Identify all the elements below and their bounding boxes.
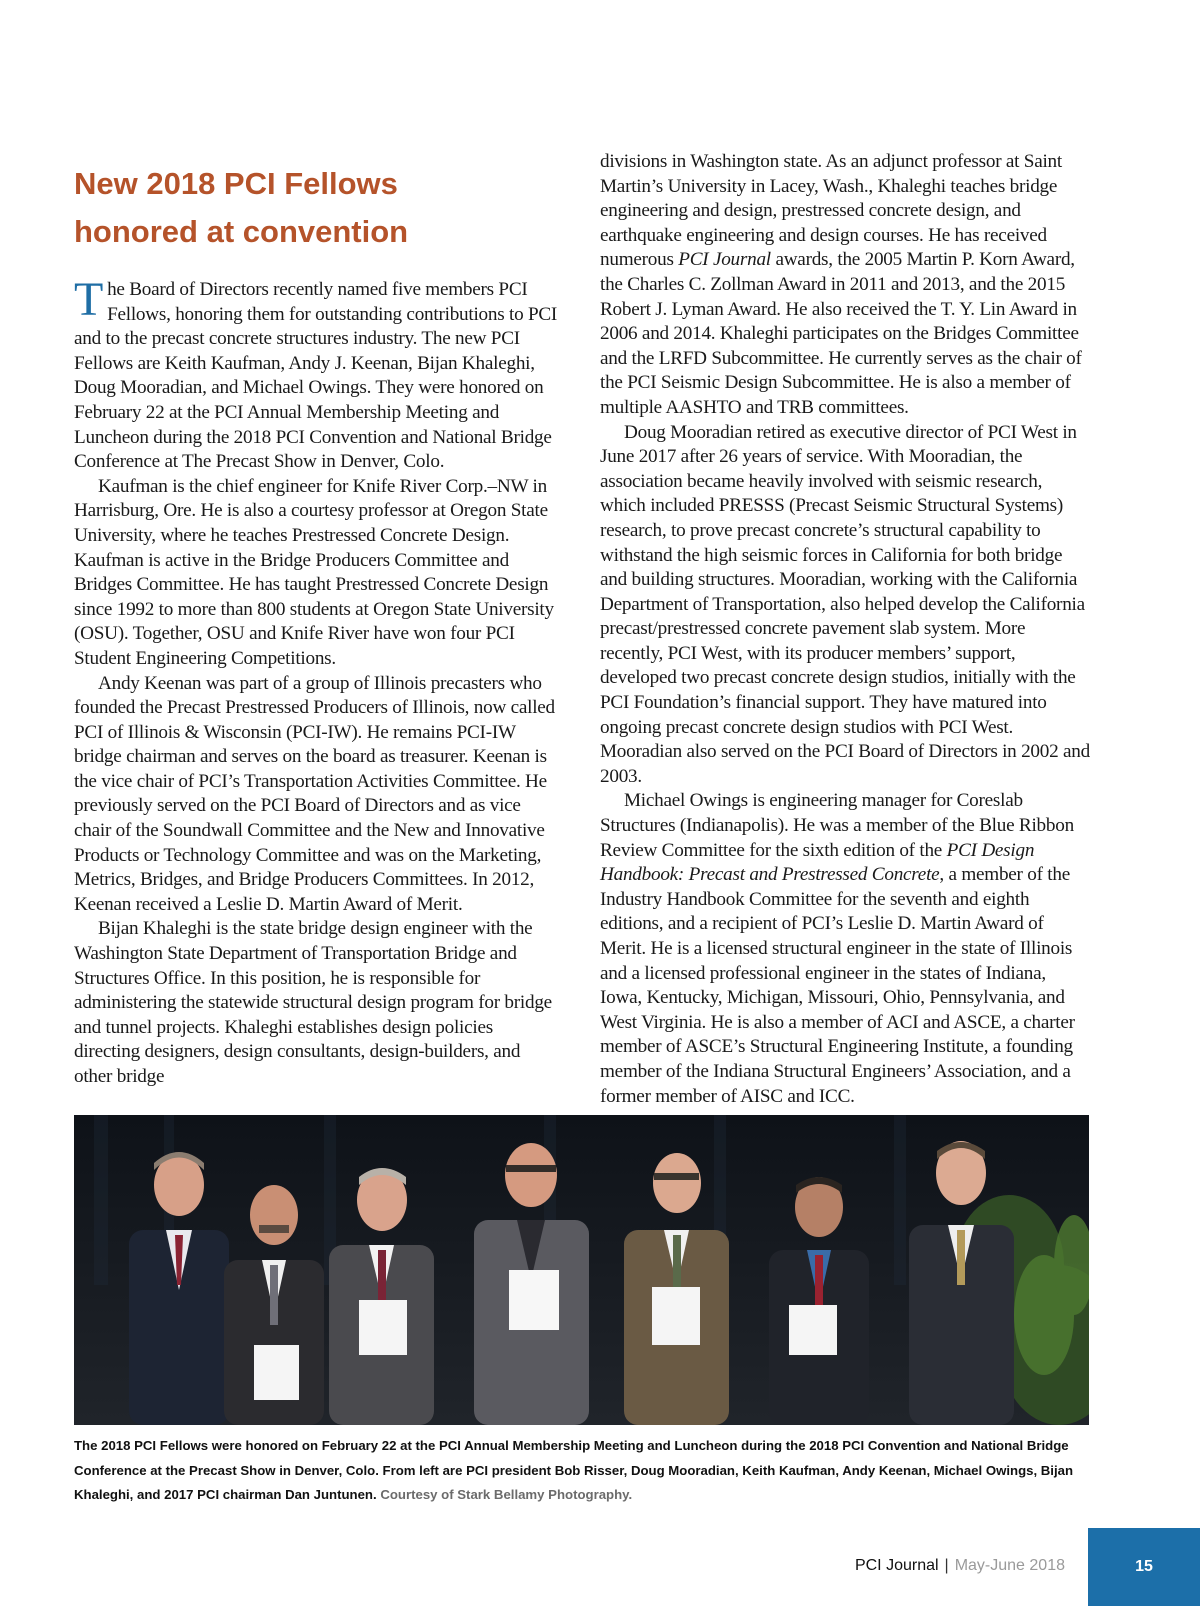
page-footer	[855, 1556, 1065, 1576]
article-headline	[74, 160, 562, 256]
caption-text: The 2018 PCI Fellows were honored on February 22 at the PCI Annual Membership Meeting and Luncheon during the 2018 PCI Convention and National Bridge Conference at the Precast Show in Denver, Colo. From left are PCI president Bob Risser, Doug Mooradian, Keith Kaufman, Andy Keenan, Michael Owings, Bijan Khaleghi, and 2017 PCI chairman Dan Juntunen.	[74, 1438, 1074, 1503]
paragraph-kaufman: Kaufman is the chief engineer for Knife River Corp.–NW in Harrisburg, Ore. He is also a courtesy professor at Oregon State University, where he teaches Prestressed Concrete Design. Kaufman is active in the Bridge Producers Committee and Bridges Committee. He has taught Prestressed Concrete Design since 1992 to more than 800 students at Oregon State University (OSU). Together, OSU and Knife River have won four PCI Student Engineering Competitions.	[74, 475, 554, 669]
owings-text-a: Michael Owings is engineering manager for Coreslab Structures (Indianapolis). He was a member of the Blue Ribbon Review Committee for the sixth edition of the	[600, 790, 1074, 861]
paragraph-khaleghi-cont	[600, 150, 1090, 421]
headline-line-2: honored at convention	[74, 214, 409, 249]
photo-caption	[74, 1434, 1089, 1508]
paragraph-owings	[600, 789, 1090, 1109]
paragraph-intro-text: he Board of Directors recently named five members PCI Fellows, honoring them for outstanding contributions to PCI and to the precast concrete structures industry. The new PCI Fellows are Keith Kaufman, Andy J. Keenan, Bijan Khaleghi, Doug Mooradian, and Michael Owings. They were honored on February 22 at the PCI Annual Membership Meeting and Luncheon during the 2018 PCI Convention and National Bridge Conference at The Precast Show in Denver, Colo.	[74, 279, 558, 473]
paragraph-khaleghi-start: Bijan Khaleghi is the state bridge design engineer with the Washington State Department of Transportation Bridge and Structures Office. In this position, he is responsible for administering the statewide structural design program for bridge and tunnel projects. Khaleghi establishes design policies directing designers, design consultants, design-builders, and other bridge	[74, 918, 552, 1087]
journal-title-italic: PCI Journal	[678, 249, 771, 271]
khaleghi-text-b: awards, the 2005 Martin P. Korn Award, the Charles C. Zollman Award in 2011 and 2013, and the 2015 Robert J. Lyman Award. He also received the T. Y. Lin Award in 2006 and 2014. Khaleghi participates on the Bridges Committee and the LRFD Subcommittee. He currently serves as the chair of the PCI Seismic Design Subcommittee. He is also a member of multiple AASHTO and TRB committees.	[600, 249, 1082, 418]
owings-text-b: , a member of the Industry Handbook Committee for the seventh and eighth editions, and a recipient of PCI’s Leslie D. Martin Award of Merit. He is a licensed structural engineer in the state of Illinois and a licensed professional engineer in the states of Indiana, Iowa, Kentucky, Michigan, Missouri, Ohio, Pennsylvania, and West Virginia. He is also a member of ACI and ASCE, a charter member of ASCE’s Structural Engineering Institute, a founding member of the Indiana Structural Engineers’ Association, and a former member of AISC and ICC.	[600, 864, 1075, 1107]
left-column	[74, 160, 562, 1090]
group-photo	[74, 1115, 1089, 1425]
dropcap: T	[74, 273, 104, 326]
photo-credit: Courtesy of Stark Bellamy Photography.	[380, 1487, 633, 1503]
group-photo-illustration	[74, 1115, 1089, 1425]
khaleghi-text-a: divisions in Washington state. As an adjunct professor at Saint Martin’s University in Lacey, Wash., Khaleghi teaches bridge engineering and design, prestressed concrete design, and earthquake engineering and design courses. He has received numerous	[600, 151, 1062, 271]
footer-issue: May-June 2018	[954, 1557, 1065, 1574]
paragraph-keenan: Andy Keenan was part of a group of Illinois precasters who founded the Precast Prestressed Producers of Illinois, now called PCI of Illinois & Wisconsin (PCI-IW). He remains PCI-IW bridge chairman and serves on the board as treasurer. Keenan is the vice chair of PCI’s Transportation Activities Committee. He previously served on the PCI Board of Directors and as vice chair of the Soundwall Committee and the New and Innovative Products or Technology Committee and was on the Marketing, Metrics, Bridges, and Bridge Producers Committees. In 2012, Keenan received a Leslie D. Martin Award of Merit.	[74, 672, 555, 915]
handbook-title-italic: PCI Design Handbook: Precast and Prestressed Concrete	[600, 839, 1035, 886]
footer-journal-name: PCI Journal	[854, 1557, 939, 1574]
footer-separator: |	[944, 1557, 949, 1574]
headline-line-1: New 2018 PCI Fellows	[74, 166, 398, 201]
page-number-tab	[1088, 1528, 1200, 1606]
paragraph-mooradian: Doug Mooradian retired as executive director of PCI West in June 2017 after 26 years of service. With Mooradian, the association became heavily involved with seismic research, which included PRESSS (Precast Seismic Structural Systems) research, to prove precast concrete’s structural capability to withstand the high seismic forces in California for both bridge and building structures. Mooradian, working with the California Department of Transportation, also helped develop the California precast/prestressed concrete pavement slab system. More recently, PCI West, with its producer members’ support, developed two precast concrete design studios, initially with the PCI Foundation’s financial support. They have matured into ongoing precast concrete design studios with PCI West. Mooradian also served on the PCI Board of Directors in 2002 and 2003.	[600, 421, 1090, 787]
page-number: 15	[1135, 1558, 1153, 1575]
paragraph-intro	[74, 273, 562, 475]
right-column	[600, 150, 1090, 1109]
